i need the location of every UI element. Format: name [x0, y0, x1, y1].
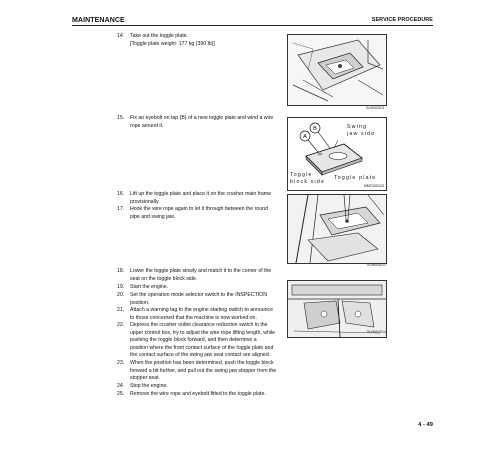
step-25: [117, 391, 297, 399]
section-title: MAINTENANCE: [72, 17, 125, 24]
step-number: 24.: [117, 383, 125, 389]
step-number: 21.: [117, 307, 125, 313]
step-number: 20.: [117, 292, 125, 298]
step-text: Set the operation mode selector switch to the INSPECTION: [130, 292, 267, 298]
step-text: Take out the toggle plate.: [130, 33, 188, 39]
step-text: upper control box, try to adjust the wire rope lifting length, while: [130, 329, 276, 336]
figure-code: MMT000123: [363, 184, 384, 188]
label-toggle-block-side: Toggle block side: [290, 172, 326, 185]
step-text: seat on the toggle block side.: [130, 275, 198, 282]
step-text: to those concerned that the machine is now worked on.: [130, 314, 257, 321]
figure-wire-rope-hook: [287, 194, 387, 264]
step-text: Hook the wire rope again to let it through between the round: [130, 206, 268, 212]
step-text: forward a bit further, and pull out the swing jaw stopper from the: [130, 367, 277, 374]
step-text: pushing the toggle block forward, and then determine a: [130, 337, 257, 344]
step-number: 22.: [117, 322, 125, 328]
step-20: [117, 292, 287, 308]
step-22: [117, 322, 287, 361]
step-text: rope around it.: [130, 122, 164, 129]
step-text: Lift up the toggle plate and place it on the crusher main frame: [130, 191, 272, 197]
label-swing-jaw-side: Swing jaw side: [347, 124, 376, 137]
step-14: [117, 33, 277, 49]
step-24: [117, 383, 287, 391]
step-number: 16.: [117, 191, 125, 197]
figure-code: SU9003014: [367, 330, 386, 334]
figure-code: SU9003013: [367, 263, 386, 267]
step-text: Depress the crusher outlet clearance reduction switch in the: [130, 322, 268, 328]
step-19: [117, 284, 287, 292]
step-text: [Toggle plate weight: 177 kg {390 lb}]: [130, 40, 215, 47]
step-text: provisionally.: [130, 198, 160, 205]
step-number: 25.: [117, 391, 125, 397]
step-text: Fix an eyebolt on tap (B) of a new toggle plate and wind a wire: [130, 115, 274, 121]
header-rule: [72, 25, 433, 26]
step-16: [117, 191, 292, 207]
step-text: the contact surface of the swing jaw seat contact are aligned.: [130, 352, 271, 359]
label-a: A: [303, 134, 307, 140]
label-b: B: [313, 126, 317, 132]
step-text: position where the front contact surface of the toggle plate and: [130, 344, 274, 351]
step-text: position.: [130, 299, 150, 306]
step-text: Lower the toggle plate slowly and match it to the corner of the: [130, 268, 272, 274]
step-text: Start the engine.: [130, 284, 169, 290]
page-number: 4 - 49: [418, 422, 433, 428]
step-21: [117, 307, 287, 323]
step-text: Remove the wire rope and eyebolt fitted to the toggle plate.: [130, 391, 266, 397]
step-23: [117, 360, 287, 384]
step-15: [117, 115, 292, 131]
step-text: When the position has been determined, push the toggle block: [130, 360, 274, 366]
step-text: Stop the engine.: [130, 383, 168, 389]
step-number: 14.: [117, 33, 125, 39]
step-text: stopper seat.: [130, 375, 160, 382]
step-number: 23.: [117, 360, 125, 366]
step-18: [117, 268, 287, 284]
step-text: Attach a warning tag to the engine starting switch to announce: [130, 307, 274, 313]
label-toggle-plate: Toggle plate: [334, 175, 377, 181]
figure-toggle-plate-removal: [287, 34, 387, 106]
step-text: pipe and swing jaw.: [130, 213, 175, 220]
step-number: 18.: [117, 268, 125, 274]
step-number: 19.: [117, 284, 125, 290]
figure-toggle-plate-eyebolt: [287, 117, 387, 191]
subsection-title: SERVICE PROCEDURE: [371, 17, 433, 23]
step-number: 17.: [117, 206, 125, 212]
step-number: 15.: [117, 115, 125, 121]
figure-code: SU9003011: [366, 106, 385, 110]
step-17: [117, 206, 292, 222]
